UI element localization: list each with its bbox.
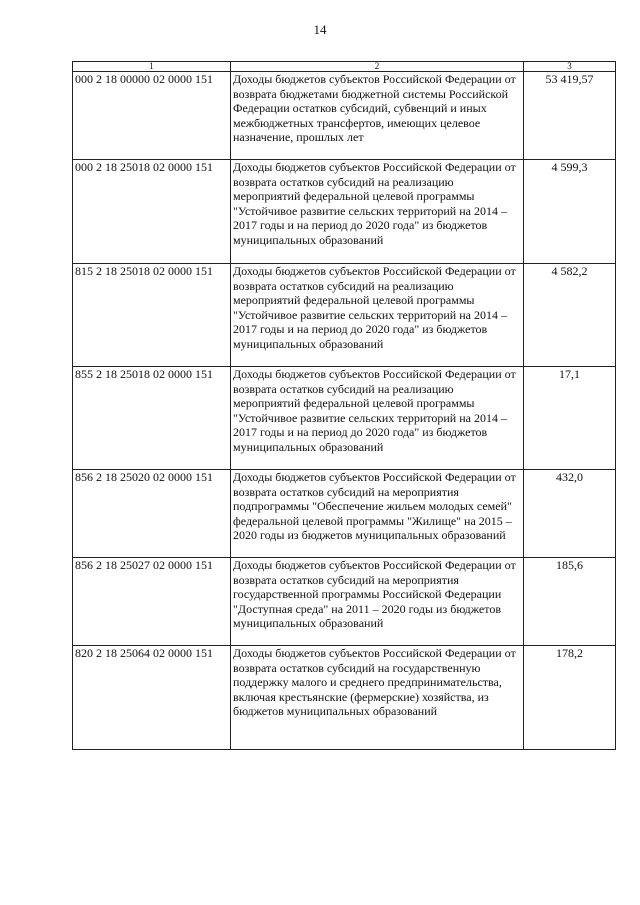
revenue-description: Доходы бюджетов субъектов Российской Федерации от возврата остатков субсидий на реализацию мероприятий федеральной целевой программы "Устойчивое развитие сельских территорий на 2014 – 2017 годы и на период до 2020 года" из бюджетов муниципальных образований (231, 160, 524, 264)
amount-value: 4 582,2 (524, 264, 616, 367)
table-row (73, 646, 616, 750)
page-number: 14 (313, 22, 327, 37)
budget-code: 855 2 18 25018 02 0000 151 (73, 367, 231, 470)
revenue-description: Доходы бюджетов субъектов Российской Федерации от возврата остатков субсидий на реализацию мероприятий федеральной целевой программы "Устойчивое развитие сельских территорий на 2014 – 2017 годы и на период до 2020 года" из бюджетов муниципальных образований (231, 264, 524, 367)
revenue-description: Доходы бюджетов субъектов Российской Федерации от возврата остатков субсидий на мероприятия подпрограммы "Обеспечение жильем молодых семей" федеральной целевой программы "Жилище" на 2015 – 2020 годы из бюджетов муниципальных образований (231, 470, 524, 558)
table-row (73, 264, 616, 367)
table-row (73, 72, 616, 160)
budget-revenue-table (72, 61, 616, 750)
budget-code: 856 2 18 25020 02 0000 151 (73, 470, 231, 558)
column-header-3: 3 (524, 62, 616, 72)
table-row (73, 367, 616, 470)
budget-code: 856 2 18 25027 02 0000 151 (73, 558, 231, 646)
budget-code: 815 2 18 25018 02 0000 151 (73, 264, 231, 367)
column-header-2: 2 (231, 62, 524, 72)
revenue-description: Доходы бюджетов субъектов Российской Федерации от возврата остатков субсидий на реализацию мероприятий федеральной целевой программы "Устойчивое развитие сельских территорий на 2014 – 2017 годы и на период до 2020 года" из бюджетов муниципальных образований (231, 367, 524, 470)
budget-code: 000 2 18 25018 02 0000 151 (73, 160, 231, 264)
revenue-description: Доходы бюджетов субъектов Российской Федерации от возврата остатков субсидий на мероприятия государственной программы Российской Федерации "Доступная среда" на 2011 – 2020 годы из бюджетов муниципальных образований (231, 558, 524, 646)
budget-code: 820 2 18 25064 02 0000 151 (73, 646, 231, 750)
budget-code: 000 2 18 00000 02 0000 151 (73, 72, 231, 160)
amount-value: 178,2 (524, 646, 616, 750)
table-row (73, 558, 616, 646)
revenue-description: Доходы бюджетов субъектов Российской Федерации от возврата бюджетами бюджетной системы Российской Федерации остатков субсидий, субвенций и иных межбюджетных трансфертов, имеющих целевое назначение, прошлых лет (231, 72, 524, 160)
table-row (73, 470, 616, 558)
table-row (73, 160, 616, 264)
table-header-row (73, 62, 616, 72)
revenue-description: Доходы бюджетов субъектов Российской Федерации от возврата остатков субсидий на государственную поддержку малого и среднего предпринимательства, включая крестьянские (фермерские) хозяйства, из бюджетов муниципальных образований (231, 646, 524, 750)
amount-value: 53 419,57 (524, 72, 616, 160)
amount-value: 17,1 (524, 367, 616, 470)
amount-value: 185,6 (524, 558, 616, 646)
amount-value: 432,0 (524, 470, 616, 558)
column-header-1: 1 (73, 62, 231, 72)
amount-value: 4 599,3 (524, 160, 616, 264)
